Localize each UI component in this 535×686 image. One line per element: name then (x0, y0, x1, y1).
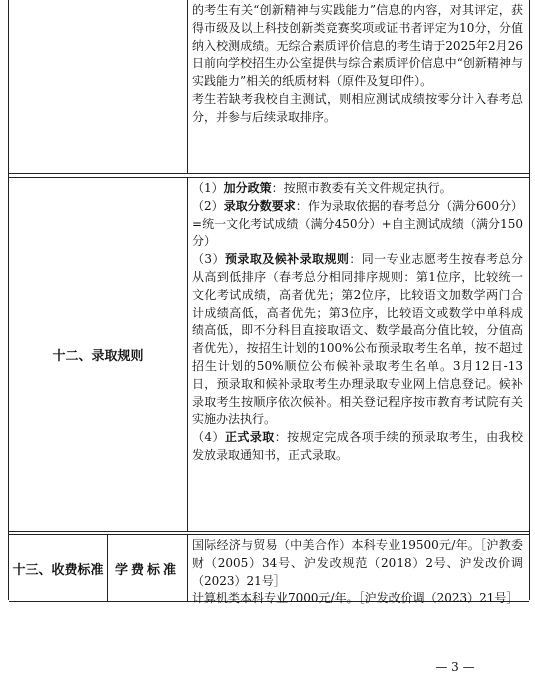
rule-item-1 (192, 180, 523, 198)
item-text: ：同一专业志愿考生按春考总分从高到低排序（春考总分相同排序规则：第1位序，比较统一文化考试成绩，高者优先；第2位序，比较语文加数学两门合计成绩高低，高者优先；第3位序，比较语文或数学中单科成绩高低，即不分科目直接取语文、数学最高分值比较，分值高者优先），按招生计划的100%公布预录取考生名单，按不超过招生计划的50%顺位公布候补录取考生名单。3月12日-13日，预录取和候补录取考生办理录取专业网上信息登记。候补录取考生按顺序依次候补。相关登记程序按市教育考试院有关实施办法执行。 (192, 252, 523, 427)
row-content-fees (192, 537, 523, 608)
paragraph: 考生若缺考我校自主测试，则相应测试成绩按零分计入春考总分，并参与后续录取排序。 (192, 91, 523, 124)
table-row-previous (9, 0, 529, 174)
row-content-admission-rules (192, 180, 523, 465)
rule-item-3 (192, 251, 523, 429)
rule-item-2 (192, 198, 523, 251)
paragraph: 计算机类本科专业7000元/年。［沪发改价调（2023）21号］ (192, 591, 519, 606)
item-keyword: 加分政策 (223, 181, 272, 195)
item-keyword: 预录取及候补录取规则 (224, 252, 350, 267)
item-prefix: （3） (192, 252, 225, 267)
row-label-fees: 十三、收费标准 (9, 535, 108, 601)
item-text: ：按照市教委有关文件规定执行。 (271, 181, 452, 195)
paragraph: 国际经济与贸易（中美合作）本科专业19500元/年。［沪教委财（2005）34号、沪发改规范（2018）2号、沪发改价调（2023）21号］ (192, 538, 523, 588)
rule-item-4 (192, 429, 523, 465)
item-prefix: （4） (192, 430, 225, 445)
row-label-empty (9, 0, 188, 173)
row-sublabel-tuition: 学费标准 (107, 535, 188, 601)
paragraph: 的考生有关“创新精神与实践能力”信息的内容，对其评定，获得市级及以上科技创新类竞赛奖项或证书者评定为10分，分值纳入校测成绩。无综合素质评价信息的考生请于2025年2月26日前向学校招生办公室提供与综合素质评价信息中“创新精神与实践能力”相关的纸质材料（原件及复印件）。 (192, 3, 523, 89)
item-text: ：按规定完成各项手续的预录取考生，由我校发放录取通知书，正式录取。 (192, 430, 523, 462)
page-number: — 3 — (435, 660, 475, 674)
admission-table (8, 0, 530, 606)
item-keyword: 录取分数要求 (223, 198, 296, 213)
row-label-admission-rules: 十二、录取规则 (9, 178, 188, 531)
item-prefix: （1） (192, 181, 224, 195)
row-content-previous (192, 2, 523, 127)
item-keyword: 正式录取 (224, 430, 275, 445)
table-row-admission-rules (9, 177, 529, 532)
table-row-fees (9, 534, 529, 606)
item-text: ：作为录取依据的春考总分（满分600分）=统一文化考试成绩（满分450分）+自主测试成绩（满分150分） (192, 198, 523, 249)
item-prefix: （2） (192, 198, 224, 213)
